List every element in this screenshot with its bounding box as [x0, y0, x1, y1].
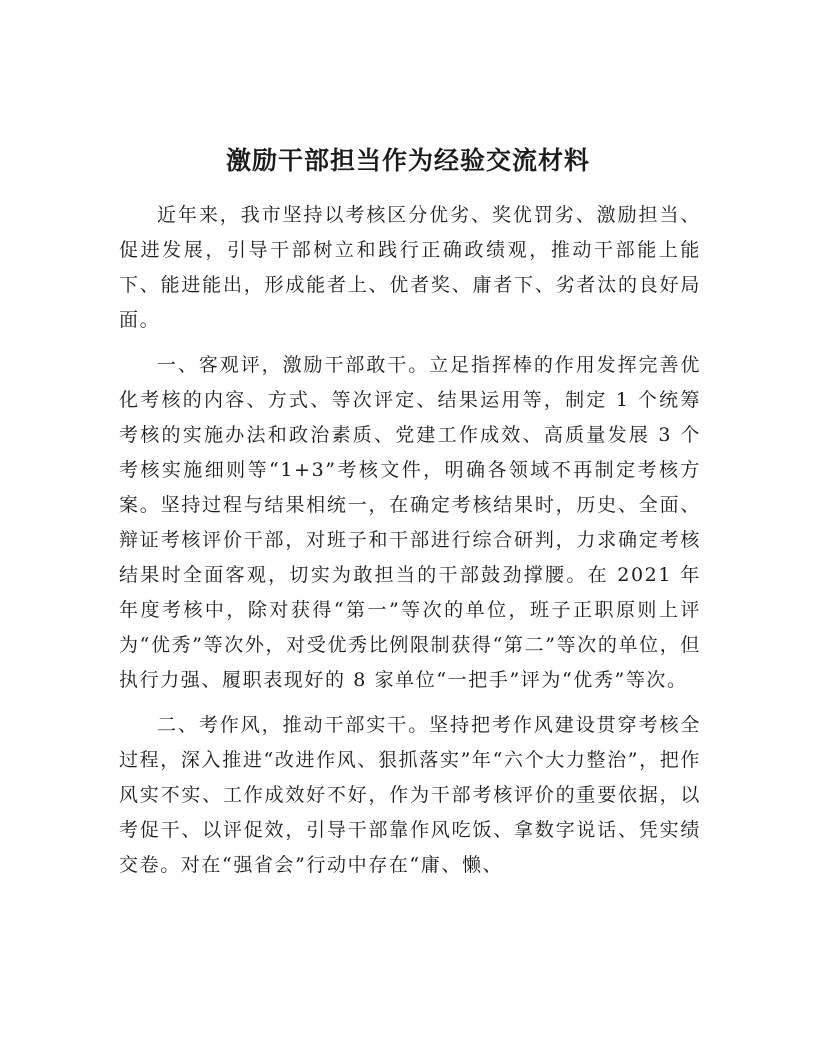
section-one-paragraph: 一、客观评，激励干部敢干。立足指挥棒的作用发挥完善优化考核的内容、方式、等次评定、结果运用等，制定 1 个统筹考核的实施办法和政治素质、党建工作成效、高质量发展 3 个考核实施细则等“1+3”考核文件，明确各领域不再制定考核方案。坚持过程与结果相统一，在确定考核结果时，历史、全面、辩证考核评价干部，对班子和干部进行综合研判，力求确定考核结果时全面客观，切实为敢担当的干部鼓劲撑腰。在 2021 年年度考核中，除对获得“第一”等次的单位，班子正职原则上评为“优秀”等次外，对受优秀比例限制获得“第二”等次的单位，但执行力强、履职表现好的 8 家单位“一把手”评为“优秀”等次。	[119, 354, 701, 691]
document-title: 激励干部担当作为经验交流材料	[225, 146, 590, 175]
section-two-paragraph: 二、考作风，推动干部实干。坚持把考作风建设贯穿考核全过程，深入推进“改进作风、狠抓落实”年“六个大力整治”，把作风实不实、工作成效好不好，作为干部考核评价的重要依据，以考促干、以评促效，引导干部靠作风吃饭、拿数字说话、凭实绩交卷。对在“强省会”行动中存在“庸、懒、	[119, 714, 701, 876]
document-body	[119, 198, 701, 883]
intro-paragraph: 近年来，我市坚持以考核区分优劣、奖优罚劣、激励担当、促进发展，引导干部树立和践行正确政绩观，推动干部能上能下、能进能出，形成能者上、优者奖、庸者下、劣者汰的良好局面。	[119, 204, 701, 331]
